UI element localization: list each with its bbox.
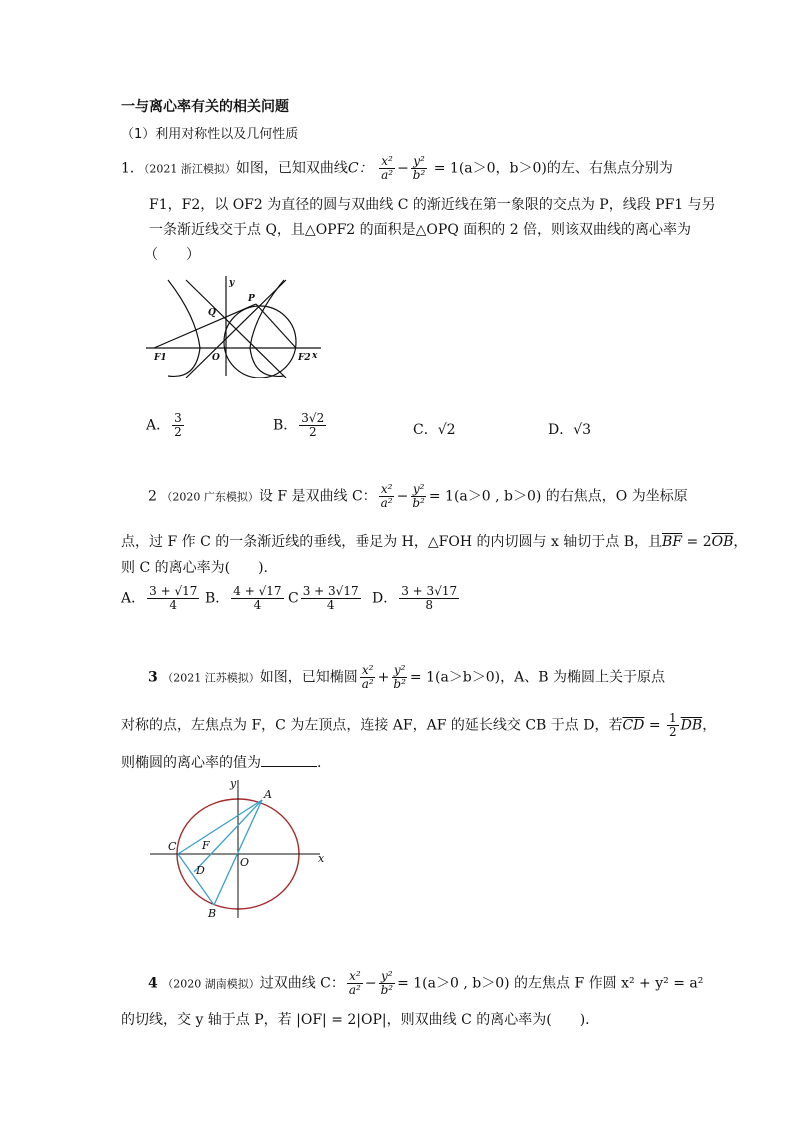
q1-line2: F1，F2，以 OF2 为直径的圆与双曲线 C 的渐近线在第一象限的交点为 P，线段 PF1 与另 [149,197,716,213]
q1-label-f2: F2 [298,353,311,363]
q1-label-p: P [248,294,255,304]
q3-line3: 则椭圆的离心率的值为 . [121,755,322,771]
q1-right-branch [250,280,284,376]
q3-segment-ad [194,800,262,872]
q2-number: 2 [148,488,157,505]
q1-label-y: y [229,278,235,288]
q3-figure [150,772,335,920]
q1-left-branch [168,280,200,376]
q2-vec-ob: $\overline{OB}$ [711,534,734,550]
q2-line3: 则 C 的离心率为( ). [121,560,268,576]
q2-line2: 点，过 F 作 C 的一条渐近线的垂线，垂足为 H，△FOH 的内切圆与 x 轴切于点 B，且$\overline{BF} = 2\overline{OB}$， [121,534,748,550]
q1-segment-pf2 [256,304,296,348]
q2-option-d[interactable]: D． $\frac{3 + 3√17}{8}$ [372,584,458,612]
q1-number: 1． [121,160,144,177]
q1-option-b[interactable]: B． $\frac{3√2}{2}$ [273,411,325,439]
q1-frac-y: $\frac{\text{y²}}{\text{b²}}$ [412,154,426,182]
q3-label-b: B [208,907,217,920]
q3-number: 3 [148,669,158,686]
q3-label-d: D [196,864,205,877]
q4-line2: 的切线，交 y 轴于点 P，若 |OF| = 2|OP|，则双曲线 C 的离心率为( ). [121,1012,590,1028]
q4-stem: 过双曲线 C： [259,975,345,992]
q2-option-a[interactable]: A． $\frac{3 + √17}{4}$ [121,584,198,612]
q1-paren: （ ） [144,247,200,263]
q1-label-o: O [212,353,220,363]
q4-source: （2020 湖南模拟） [162,977,260,991]
q1-segment-pf1 [154,304,256,348]
q3-source: （2021 江苏模拟） [162,671,260,685]
q1-frac-x: $\frac{\text{x²}}{\text{a²}}$ [381,154,394,182]
subsection-title: （1）利用对称性以及几何性质 [121,127,299,142]
q2-stem: 设 F 是双曲线 C： [258,488,377,505]
q1-option-c[interactable]: C．√2 [413,422,456,438]
q3-label-c: C [168,840,177,853]
q3-vec-cd: $\overline{CD}$ [622,717,645,734]
q3-label-x: x [318,852,325,865]
q3-stem: 如图，已知椭圆 [259,669,358,686]
q1-curve-label: C： [347,160,373,177]
q4-equation-tail: = 1(a＞0 , b＞0) 的左焦点 F 作圆 x² + y² = a² [397,975,704,992]
section-title: 一与离心率有关的相关问题 [121,99,289,115]
q3-line1: 3 （2021 江苏模拟）如图，已知椭圆 $\frac{\text{x²}}{\text{a²}}$ + $\frac{\text{y²}}{\text{b²}}$ = 1(a＞b＞0)，A、B 为椭圆上关于原点 [148,663,665,691]
q3-label-a: A [264,788,272,801]
q3-label-f: F [202,839,210,852]
q1-label-q: Q [208,308,216,318]
q2-source: （2020 广东模拟） [161,490,259,504]
q4-number: 4 [148,975,158,992]
q1-source: （2021 浙江模拟） [143,162,236,176]
q1-line3: 一条渐近线交于点 Q，且△OPF2 的面积是△OPQ 面积的 2 倍，则该双曲线的离心率为 [149,222,692,238]
q2-vec-bf: $\overline{BF}$ [662,534,683,550]
q3-vec-db: $\overline{DB}$ [680,717,703,734]
q1-label-f1: F1 [154,353,167,363]
q2-option-c[interactable]: C $\frac{3 + 3√17}{4}$ [288,584,359,612]
q3-label-y: y [230,777,237,790]
q3-label-o: O [240,856,250,869]
q3-line2: 对称的点，左焦点为 F，C 为左顶点，连接 AF，AF 的延长线交 CB 于点 D，若$\overline{CD}$ = $\frac{1}{2}$ $\overline{DB}$， [121,711,717,739]
q3-answer-blank[interactable] [261,754,317,767]
q1-equation-tail: = 1(a＞0，b＞0)的左、右焦点分别为 [433,160,673,177]
q3-equation-tail: = 1(a＞b＞0)，A、B 为椭圆上关于原点 [409,669,665,686]
q1-option-d[interactable]: D．√3 [548,422,592,438]
q1-line1: 1．（2021 浙江模拟）如图，已知双曲线C： $\frac{\text{x²}}{\text{a²}}$ − $\frac{\text{y²}}{\text{b²}}$ = 1(a＞0，b＞0)的左、右焦点分别为 [121,154,673,182]
q4-line1: 4 （2020 湖南模拟）过双曲线 C： $\frac{\text{x²}}{\text{a²}}$ − $\frac{\text{y²}}{\text{b²}}$ = 1(a＞0 , b＞0) 的左焦点 F 作圆 x² + y² = a² [148,969,704,997]
q1-option-a[interactable]: A． $\frac{3}{2}$ [146,411,182,439]
q2-option-b[interactable]: B． $\frac{4 + √17}{4}$ [205,584,282,612]
q1-label-x: x [312,351,318,361]
q1-stem: 如图，已知双曲线 [235,160,348,177]
q2-equation-tail: = 1(a＞0 , b＞0) 的右焦点，O 为坐标原 [428,488,688,505]
q2-line1: 2 （2020 广东模拟）设 F 是双曲线 C： $\frac{\text{x²}}{\text{a²}}$ − $\frac{\text{y²}}{\text{b²}}$ = 1(a＞0 , b＞0) 的右焦点，O 为坐标原 [148,482,688,510]
q1-figure [146,276,326,378]
